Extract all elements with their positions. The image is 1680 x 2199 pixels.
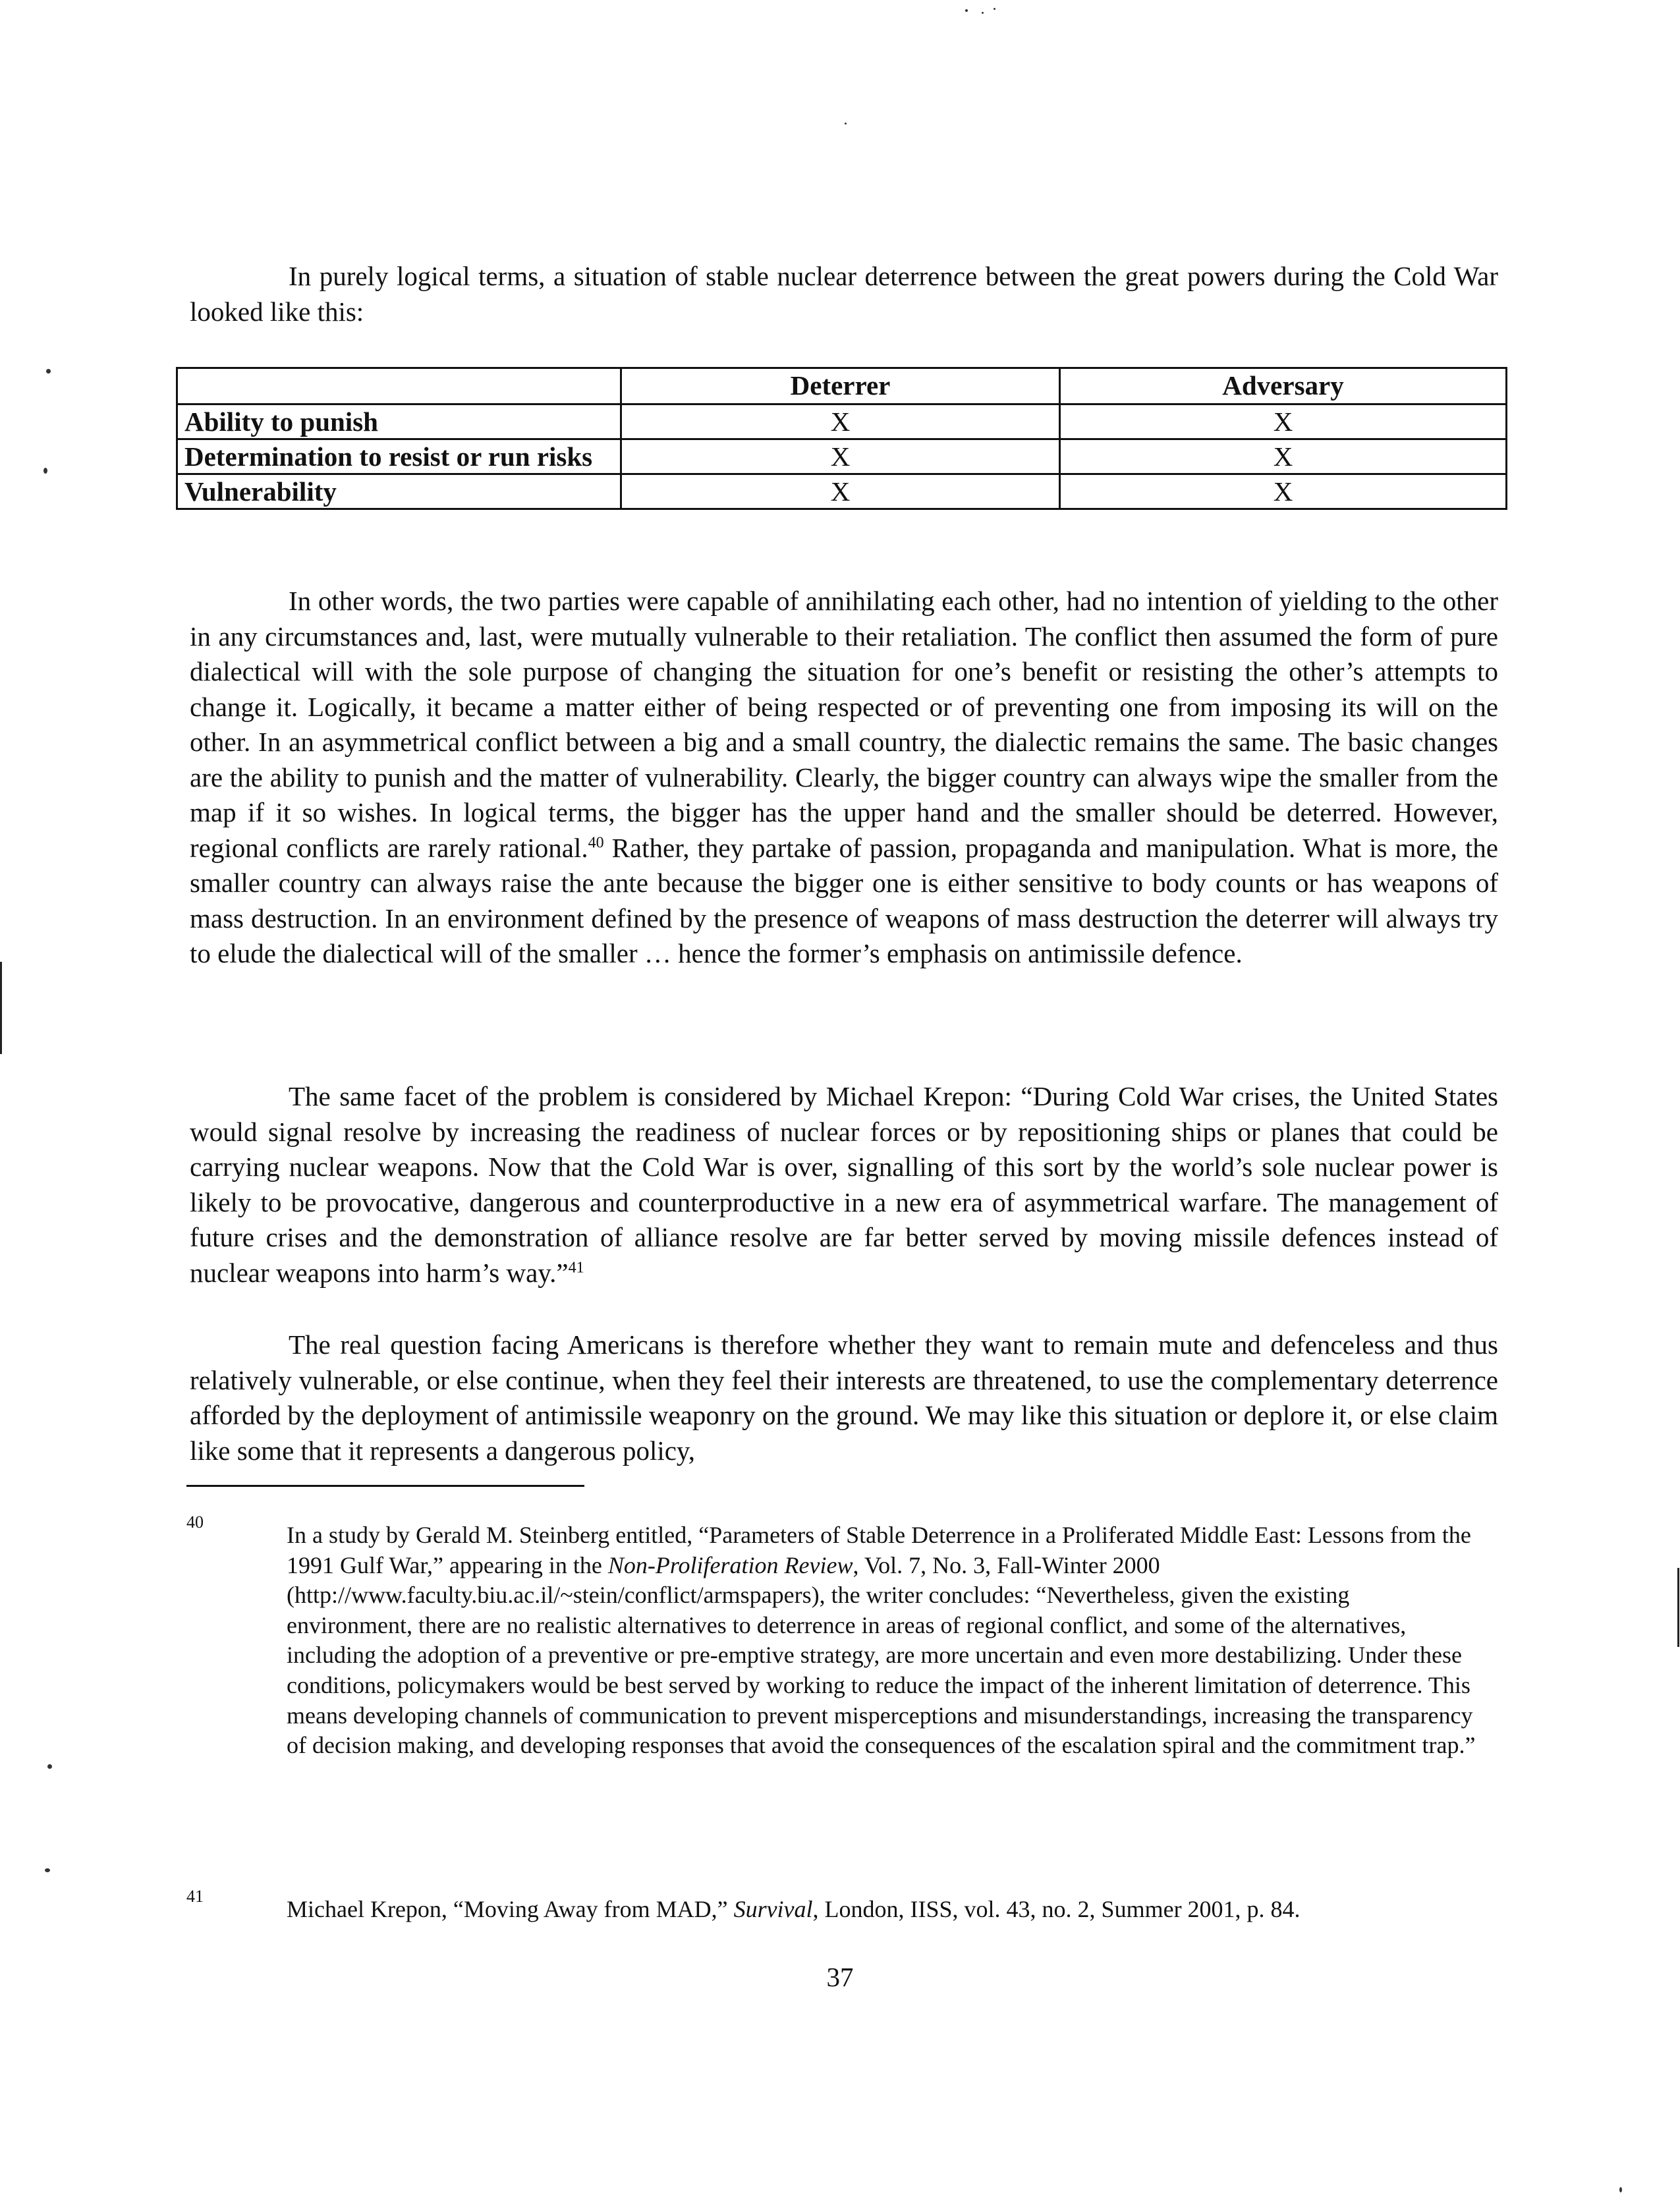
- footnote-ref-41[interactable]: 41: [568, 1258, 584, 1276]
- table-header-adversary: Adversary: [1060, 368, 1507, 404]
- table-header-blank: [177, 368, 621, 404]
- deterrence-table: [176, 367, 1507, 510]
- scan-speck: [1619, 2187, 1622, 2192]
- scan-speck: [47, 1764, 52, 1769]
- table-row: [177, 474, 1507, 509]
- adversary-mark: X: [1060, 404, 1507, 439]
- adversary-mark: X: [1060, 474, 1507, 509]
- journal-title: Survival: [733, 1896, 813, 1922]
- scan-speck: [845, 123, 847, 125]
- footnote-text: In a study by Gerald M. Steinberg entitled, “Parameters of Stable Deterrence in a Proliferated Middle East: Lessons from the 1991 Gulf War,” appearing in the: [287, 1522, 1471, 1578]
- scan-edge-mark: [0, 962, 2, 1054]
- paragraph-text: The same facet of the problem is considered by Michael Krepon: “During Cold War crises, the United States would signal resolve by increasing the readiness of nuclear forces or by repositioning ships or planes that could be carrying nuclear weapons. Now that the Cold War is over, signalling of this sort by the world’s sole nuclear power is likely to be provocative, dangerous and counterproductive in a new era of asymmetrical warfare. The management of future crises and the demonstration of alliance resolve are far better served by moving missile defences instead of nuclear weapons into harm’s way.”: [190, 1081, 1498, 1288]
- row-label: Determination to resist or run risks: [177, 439, 621, 474]
- scan-speck: [965, 9, 968, 12]
- footnote-text: , London, IISS, vol. 43, no. 2, Summer 2001, p. 84.: [812, 1896, 1301, 1922]
- scan-speck: [45, 1868, 50, 1872]
- paragraph-text: Rather, they partake of passion, propaganda and manipulation. What is more, the smaller country can always raise the ante because the bigger one is either sensitive to body counts or has weapons of mass destruction. In an environment defined by the presence of weapons of mass destruction the deterrer will always try to elude the dialectical will of the smaller … hence the former’s emphasis on antimissile defence.: [190, 832, 1499, 968]
- deterrer-mark: X: [621, 474, 1060, 509]
- footnote-41: [287, 1895, 1476, 1925]
- scan-speck: [46, 369, 51, 374]
- footnote-separator: [186, 1485, 584, 1487]
- row-label: Ability to punish: [177, 404, 621, 439]
- scan-speck: [994, 8, 995, 10]
- journal-title: Non-Proliferation Review: [607, 1551, 853, 1578]
- deterrer-mark: X: [621, 404, 1060, 439]
- table-header-row: [177, 368, 1507, 404]
- paragraph-text: In other words, the two parties were capable of annihilating each other, had no intention of yielding to the other in any circumstances and, last, were mutually vulnerable to their retaliation. The conflict then assumed the form of pure dialectical will with the sole purpose of changing the situation for one’s benefit or resisting the other’s attempts to change it. Logically, it became a matter either of being respected or of preventing one from imposing its will on the other. In an asymmetrical conflict between a big and a small country, the dialectic remains the same. The basic changes are the ability to punish and the matter of vulnerability. Clearly, the bigger country can always wipe the smaller from the map if it so wishes. In logical terms, the bigger has the upper hand and the smaller should be deterred. However, regional conflicts are rarely rational.: [190, 586, 1498, 863]
- scan-edge-mark: [1677, 1568, 1679, 1647]
- row-label: Vulnerability: [177, 474, 621, 509]
- page-number: 37: [826, 1962, 854, 1992]
- table-row: [177, 404, 1507, 439]
- intro-paragraph: In purely logical terms, a situation of stable nuclear deterrence between the great powers during the Cold War looked like this:: [190, 261, 1498, 327]
- footnote-text: Michael Krepon, “Moving Away from MAD,”: [287, 1896, 734, 1922]
- footnote-number: 41: [186, 1887, 204, 1906]
- adversary-mark: X: [1060, 439, 1507, 474]
- footnote-ref-40[interactable]: 40: [588, 833, 604, 851]
- footnote-number: 40: [186, 1513, 204, 1532]
- other-words-paragraph: [190, 584, 1498, 972]
- footnote-40: [287, 1520, 1476, 1761]
- real-question-paragraph: The real question facing Americans is therefore whether they want to remain mute and defenceless and thus relatively vulnerable, or else continue, when they feel their interests are threatened, to use the complementary deterrence afforded by the deployment of antimissile weaponry on the ground. We may like this situation or deplore it, or else claim like some that it represents a dangerous policy,: [190, 1329, 1498, 1466]
- footnote-text: , Vol. 7, No. 3, Fall-Winter 2000 (http://www.faculty.biu.ac.il/~stein/conflict/armspapers), the writer concludes: “Nevertheless, given the existing environment, there are no realistic alternatives to deterrence in areas of regional conflict, and some of the alternatives, including the adoption of a preventive or pre-emptive strategy, are more uncertain and even more destabilizing. Under these conditions, policymakers would be best served by working to reduce the impact of the inherent limitation of deterrence. This means developing channels of communication to prevent misperceptions and misunderstandings, increasing the transparency of decision making, and developing responses that avoid the consequences of the escalation spiral and the commitment trap.”: [287, 1551, 1476, 1759]
- table-row: [177, 439, 1507, 474]
- scan-speck: [982, 12, 984, 14]
- deterrer-mark: X: [621, 439, 1060, 474]
- table-header-deterrer: Deterrer: [621, 368, 1060, 404]
- krepon-paragraph: [190, 1079, 1498, 1291]
- scan-speck: [43, 468, 47, 474]
